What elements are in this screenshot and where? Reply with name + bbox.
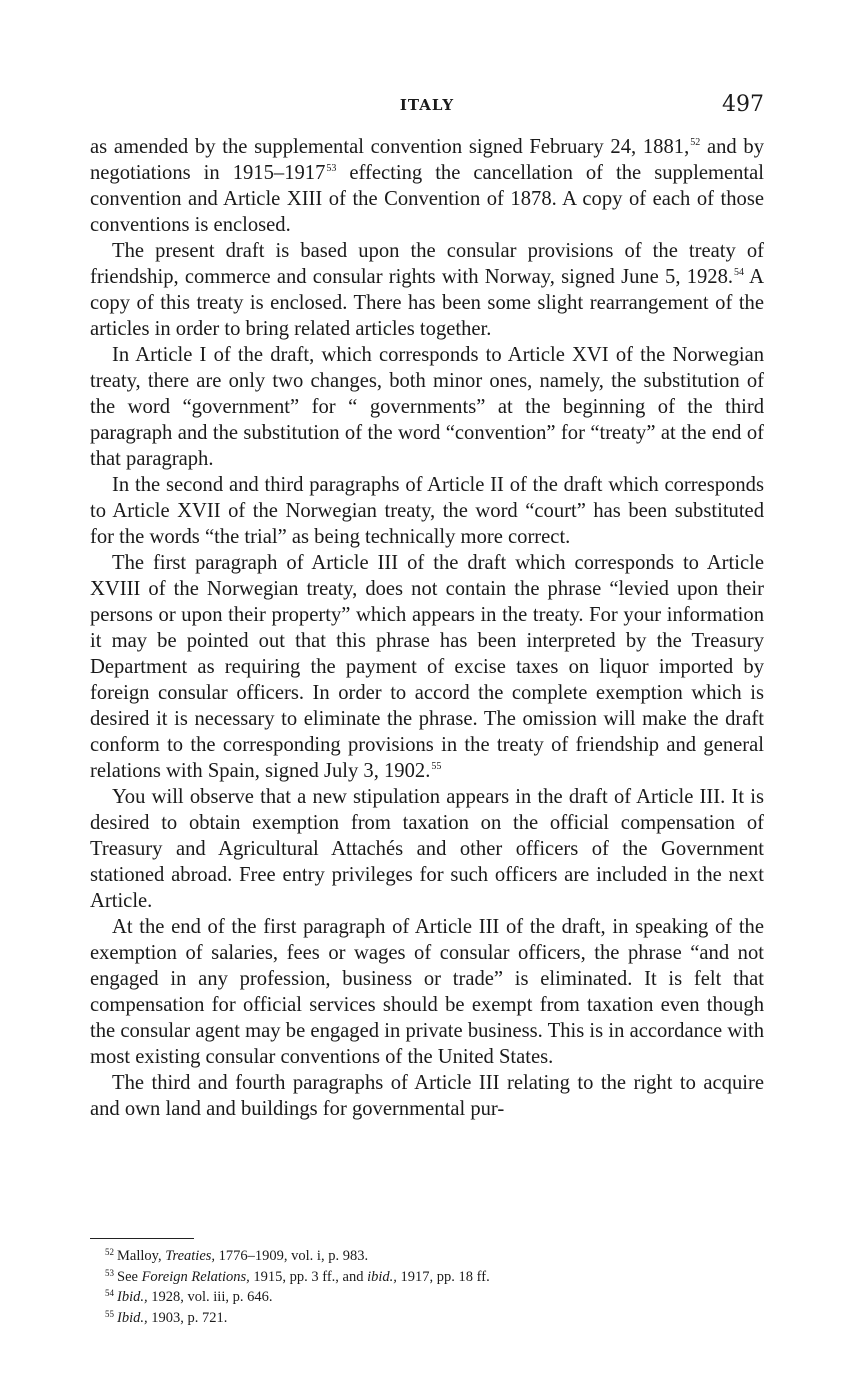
footnote-ref: 55 [431,761,442,772]
footnote-divider [90,1238,194,1239]
paragraph-text: and by negotiations in 1915–1917 [90,136,765,184]
page-number: 497 [722,92,764,117]
footnote-text: 1776–1909, vol. i, p. 983. [215,1248,369,1264]
paragraph: In Article I of the draft, which corresponds to Article XVI of the Norwegian treaty, there are only two changes, both minor ones, namely, the substitution of the word “government” for “ governments” at the beginning of the third paragraph and the substitution of the word “convention” for “treaty” at the end of that paragraph. [90,344,764,470]
running-head [90,92,764,122]
paragraph [90,134,764,238]
footnote-text: 1915, pp. 3 ff., and [249,1268,368,1285]
paragraph: In the second and third paragraphs of Article II of the draft which corresponds to Article XVII of the Norwegian treaty, the word “court” has been substituted for the words “the trial” as being technically more correct. [90,474,764,548]
footnote-ref: 54 [734,267,745,278]
paragraph-text: A copy of this treaty is enclosed. There has been some slight rearrangement of the articles in order to bring related articles together. [90,266,764,340]
footnote-title: Treaties, [165,1248,216,1264]
paragraph: You will observe that a new stipulation appears in the draft of Article III. It is desired to obtain exemption from taxation on the official compensation of Treasury and Agricultural Attachés and other officers of the Government stationed abroad. Free entry privileges for such officers are included in the next Article. [90,786,764,912]
footnote-text: 1903, p. 721. [147,1309,228,1326]
body-text [90,134,764,1122]
paragraph-text: The first paragraph of Article III of the draft which corresponds to Article XVIII of the Norwegian treaty, does not contain the phrase “levied upon their persons or upon their property” which appears in the treaty. For your information it may be pointed out that this phrase has been interpreted by the Treasury Department as requiring the payment of excise taxes on liquor imported by foreign consular officers. In order to accord the complete exemption which is desired it is necessary to eliminate the phrase. The omission will make the draft conform to the corresponding provisions in the treaty of friendship and general relations with Spain, signed July 3, 1902. [90,552,764,782]
footnote-ref: 53 [326,163,337,174]
footnote-mark: 55 [105,1308,114,1319]
paragraph [90,238,764,342]
footnotes [105,1244,765,1326]
footnote-text: 1917, pp. 18 ff. [396,1268,490,1285]
footnote-mark: 54 [105,1288,114,1298]
footnote-title: Ibid., [117,1289,148,1305]
footnote [105,1285,765,1306]
footnote [105,1265,765,1286]
running-title: ITALY [399,96,455,114]
footnote-mark: 52 [105,1247,114,1257]
footnote-title: ibid., [367,1268,397,1285]
footnote-text: Malloy, [117,1248,166,1264]
footnote [105,1244,765,1265]
footnote-mark: 53 [105,1267,114,1278]
paragraph: At the end of the first paragraph of Article III of the draft, in speaking of the exemption of salaries, fees or wages of consular officers, the phrase “and not engaged in any profession, business or trade” is eliminated. It is felt that compensation for official services should be exempt from taxation even though the consular agent may be engaged in private business. This is in accordance with most existing consular conventions of the United States. [90,916,764,1068]
paragraph-text: as amended by the supplemental convention signed February 24, 1881, [90,136,690,158]
footnote-title: Foreign Relations, [141,1268,250,1285]
paragraph: The third and fourth paragraphs of Article III relating to the right to acquire and own land and buildings for governmental pur- [90,1072,764,1120]
footnote-ref: 52 [690,137,701,148]
paragraph [90,550,764,784]
footnote [105,1306,765,1327]
footnote-text: 1928, vol. iii, p. 646. [147,1289,273,1305]
paragraph-text: The present draft is based upon the consular provisions of the treaty of friendship, commerce and consular rights with Norway, signed June 5, 1928. [90,240,764,288]
paragraph-text: effecting the cancellation of the supplemental convention and Article XIII of the Convention of 1878. A copy of each of those conventions is enclosed. [90,162,765,236]
footnote-text: See [117,1268,142,1285]
footnote-title: Ibid., [117,1309,148,1326]
